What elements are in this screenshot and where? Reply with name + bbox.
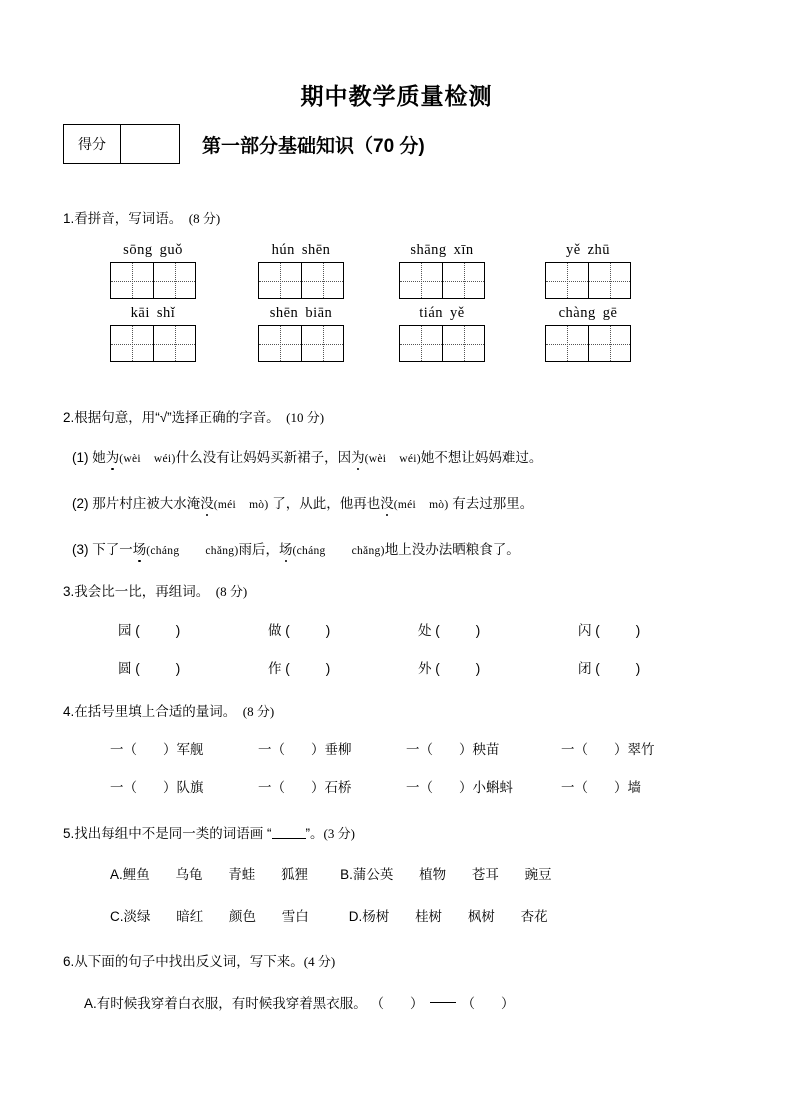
tianzige-5[interactable] (110, 325, 196, 362)
sentence: 有时候我穿着白衣服，有时候我穿着黑衣服。 (96, 996, 367, 1011)
tianzige-cell[interactable] (546, 263, 588, 298)
blank-underline (272, 838, 306, 839)
measure-word-slot[interactable]: 一（ ）军舰 (110, 742, 204, 757)
question-2-stem (63, 406, 324, 426)
tianzige-cell[interactable] (111, 263, 153, 298)
emphasis-char: 没 (200, 492, 214, 512)
compare-pair[interactable]: 闭 ( ) (578, 661, 641, 676)
char: 圆 (118, 661, 132, 676)
word[interactable]: 暗红 (176, 909, 204, 924)
question-1-points: (8 分) (188, 211, 221, 226)
noun: 队旗 (176, 780, 204, 795)
dash-connector (430, 1002, 456, 1003)
word[interactable]: 苍耳 (471, 867, 499, 882)
sentence-part: 地上没办法晒粮食了。 (384, 542, 520, 557)
tianzige-3[interactable] (399, 262, 485, 299)
char: 闭 (578, 661, 592, 676)
compare-pair[interactable]: 闪 ( ) (578, 623, 641, 638)
question-2-number: 2. (63, 410, 75, 425)
noun: 军舰 (176, 742, 204, 757)
pinyin-word-6 (258, 305, 344, 362)
sentence-part: 了，从此，他再也 (272, 496, 381, 511)
measure-word-slot[interactable]: 一（ ）石桥 (258, 780, 352, 795)
antonym-blank-2[interactable]: （ ） (461, 996, 515, 1011)
word[interactable]: 乌龟 (175, 867, 203, 882)
question-2-item-2 (72, 492, 533, 512)
word[interactable]: 枫树 (467, 909, 495, 924)
question-2-item-3 (72, 538, 520, 558)
measure-word-slot[interactable]: 一（ ）垂柳 (258, 742, 352, 757)
emphasis-char: 场 (279, 538, 293, 558)
tianzige-cell[interactable] (301, 326, 343, 361)
tianzige-2[interactable] (258, 262, 344, 299)
emphasis-char: 为 (106, 446, 120, 466)
pinyin-word-1 (110, 242, 196, 299)
tianzige-7[interactable] (399, 325, 485, 362)
tianzige-cell[interactable] (153, 326, 195, 361)
measure-word-slot[interactable]: 一（ ）墙 (561, 780, 641, 795)
choice-group-c[interactable] (110, 905, 309, 925)
question-5-text-before: 找出每组中不是同一类的词语画 “ (74, 826, 272, 841)
sentence-part: 有去过那里。 (452, 496, 534, 511)
pinyin-word-3 (399, 242, 485, 299)
word[interactable]: 植物 (419, 867, 447, 882)
emphasis-char: 为 (351, 446, 365, 466)
page-title: 期中教学质量检测 (300, 83, 493, 109)
question-3-stem (63, 580, 247, 600)
char: 处 (418, 623, 432, 638)
part-heading: 第一部分基础知识（70 分) (202, 135, 425, 157)
tianzige-1[interactable] (110, 262, 196, 299)
noun: 小蝌蚪 (472, 780, 513, 795)
char: 园 (118, 623, 132, 638)
sentence-part: 那片村庄被大水淹 (92, 496, 201, 511)
choice-group-a[interactable] (110, 863, 308, 883)
compare-pair[interactable]: 园 ( ) (118, 623, 181, 638)
char: 外 (418, 661, 432, 676)
tianzige-cell[interactable] (153, 263, 195, 298)
measure-word-slot[interactable]: 一（ ）小蝌蚪 (406, 780, 513, 795)
score-box (63, 124, 180, 164)
numeral: 一 (110, 742, 124, 757)
question-4-number: 4. (63, 704, 75, 719)
tianzige-cell[interactable] (442, 326, 484, 361)
compare-pair[interactable]: 外 ( ) (418, 661, 481, 676)
char: 作 (268, 661, 282, 676)
char: 闪 (578, 623, 592, 638)
question-5-points: (3 分) (323, 826, 355, 841)
question-5-number: 5. (63, 826, 75, 841)
question-6-stem (63, 950, 335, 970)
sentence-part: 她不想让妈妈难过。 (420, 450, 543, 465)
pinyin-word-5 (110, 305, 196, 362)
tianzige-cell[interactable] (400, 263, 442, 298)
noun: 石桥 (324, 780, 352, 795)
question-3-row-2 (118, 657, 640, 677)
question-3-row-1 (118, 619, 640, 639)
question-6-number: 6. (63, 954, 75, 969)
numeral: 一 (406, 742, 420, 757)
compare-pair[interactable]: 做 ( ) (268, 623, 331, 638)
antonym-blank-1[interactable]: （ ） (370, 996, 424, 1011)
pinyin-word-8 (545, 305, 631, 362)
word[interactable]: 鲤鱼 (122, 867, 150, 882)
pinyin-word-2 (258, 242, 344, 299)
tianzige-8[interactable] (545, 325, 631, 362)
score-and-part-header (63, 124, 425, 164)
question-6-points: (4 分) (303, 954, 336, 969)
tianzige-cell[interactable] (588, 263, 630, 298)
pinyin-word-4 (545, 242, 631, 299)
pinyin-label-7: tián yě (419, 305, 465, 321)
measure-word-slot[interactable]: 一（ ）翠竹 (561, 742, 655, 757)
tianzige-4[interactable] (545, 262, 631, 299)
compare-pair[interactable]: 处 ( ) (418, 623, 481, 638)
noun: 秧苗 (472, 742, 500, 757)
item-label: (2) (72, 496, 89, 511)
numeral: 一 (110, 780, 124, 795)
compare-pair[interactable]: 圆 ( ) (118, 661, 181, 676)
tianzige-6[interactable] (258, 325, 344, 362)
tianzige-cell[interactable] (259, 263, 301, 298)
numeral: 一 (561, 742, 575, 757)
pinyin-label-5: kāi shǐ (130, 305, 176, 321)
item-label: (1) (72, 450, 89, 465)
noun: 翠竹 (627, 742, 655, 757)
question-2-item-1 (72, 446, 542, 466)
numeral: 一 (258, 742, 272, 757)
measure-word-slot[interactable]: 一（ ）队旗 (110, 780, 204, 795)
question-1-number: 1. (63, 211, 75, 226)
question-6-text: 从下面的句子中找出反义词，写下来。 (74, 954, 304, 969)
group-letter: D. (348, 909, 363, 924)
pinyin-label-2: hún shēn (271, 242, 331, 258)
score-input[interactable] (121, 125, 179, 163)
numeral: 一 (406, 780, 420, 795)
item-label: (3) (72, 542, 89, 557)
noun: 墙 (627, 780, 641, 795)
measure-word-slot[interactable]: 一（ ）秧苗 (406, 742, 500, 757)
question-3-number: 3. (63, 584, 75, 599)
pinyin-label-3: shāng xīn (410, 242, 474, 258)
group-letter: C. (110, 909, 124, 924)
char: 做 (268, 623, 282, 638)
question-1-stem (63, 207, 220, 227)
score-label: 得分 (64, 125, 121, 163)
tianzige-cell[interactable] (301, 263, 343, 298)
numeral: 一 (561, 780, 575, 795)
group-letter: B. (340, 867, 353, 882)
pinyin-label-1: sōng guǒ (123, 242, 183, 258)
word[interactable]: 淡绿 (123, 909, 151, 924)
question-4-row-2 (110, 776, 641, 796)
compare-pair[interactable]: 作 ( ) (268, 661, 331, 676)
word[interactable]: 青蛙 (228, 867, 256, 882)
question-4-text: 在括号里填上合适的量词。 (74, 704, 237, 719)
question-1-text: 看拼音，写词语。 (74, 211, 183, 226)
question-6-item-1 (84, 992, 515, 1012)
pinyin-choices[interactable]: (méi mò) (213, 499, 269, 511)
word[interactable]: 狐狸 (281, 867, 309, 882)
question-3-text: 我会比一比，再组词。 (74, 584, 210, 599)
word[interactable]: 蒲公英 (352, 867, 394, 882)
pinyin-choices[interactable]: (wèi wéi) (119, 453, 176, 465)
sentence-part: 什么没有让妈妈买新裙子，因 (175, 450, 352, 465)
numeral: 一 (258, 780, 272, 795)
question-5-stem (63, 822, 355, 842)
tianzige-cell[interactable] (442, 263, 484, 298)
item-letter: A. (84, 996, 97, 1011)
sentence-part: 下了一 (92, 542, 133, 557)
word[interactable]: 豌豆 (524, 867, 552, 882)
emphasis-char: 没 (380, 492, 394, 512)
pinyin-choices[interactable]: (cháng chǎng) (146, 545, 239, 557)
noun: 垂柳 (324, 742, 352, 757)
sentence-part: 她 (92, 450, 106, 465)
word[interactable]: 桂树 (415, 909, 443, 924)
tianzige-cell[interactable] (111, 326, 153, 361)
pinyin-label-6: shēn biān (269, 305, 333, 321)
choice-group-b[interactable] (340, 863, 552, 883)
group-letter: A. (110, 867, 123, 882)
pinyin-choices[interactable]: (méi mò) (393, 499, 449, 511)
tianzige-cell[interactable] (259, 326, 301, 361)
pinyin-choices[interactable]: (cháng chǎng) (292, 545, 385, 557)
tianzige-cell[interactable] (546, 326, 588, 361)
question-2-text: 根据句意，用“√”选择正确的字音。 (74, 410, 280, 425)
question-5-text-after: ”。 (305, 826, 324, 841)
tianzige-cell[interactable] (400, 326, 442, 361)
question-3-points: (8 分) (215, 584, 248, 599)
question-4-points: (8 分) (242, 704, 275, 719)
tianzige-cell[interactable] (588, 326, 630, 361)
question-4-row-1 (110, 738, 655, 758)
question-2-points: (10 分) (286, 410, 325, 425)
pinyin-choices[interactable]: (wèi wéi) (364, 453, 421, 465)
word[interactable]: 雪白 (281, 909, 309, 924)
choice-group-d[interactable] (349, 905, 548, 925)
question-5-row-2 (110, 905, 548, 925)
pinyin-word-7 (399, 305, 485, 362)
word[interactable]: 颜色 (229, 909, 257, 924)
pinyin-label-8: chàng gē (558, 305, 618, 321)
pinyin-label-4: yě zhū (565, 242, 611, 258)
word[interactable]: 杏花 (520, 909, 548, 924)
question-4-stem (63, 700, 274, 720)
question-5-row-1 (110, 863, 552, 883)
word[interactable]: 杨树 (362, 909, 390, 924)
emphasis-char: 场 (133, 538, 147, 558)
sentence-part: 雨后， (238, 542, 279, 557)
